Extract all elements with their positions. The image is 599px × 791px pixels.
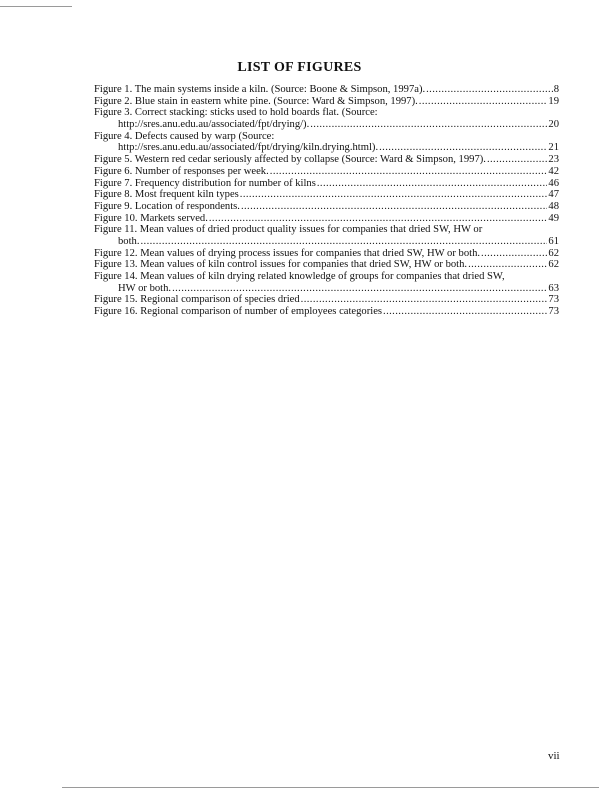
figure-caption: Figure 9. Location of respondents. [94, 200, 240, 212]
figure-caption: both. [118, 235, 140, 247]
figure-entry-line [94, 96, 559, 108]
figure-page-number: 62 [548, 247, 559, 259]
figure-caption: Figure 8. Most frequent kiln types [94, 189, 239, 201]
figure-entry [94, 224, 559, 247]
figure-entry [94, 178, 559, 190]
figure-entry-line [94, 166, 559, 178]
figure-page-number: 8 [553, 84, 559, 95]
dot-leader [317, 178, 548, 190]
figure-entry [94, 131, 559, 154]
figure-page-number: 20 [548, 119, 559, 131]
figure-caption: Figure 4. Defects caused by warp (Source: [94, 130, 275, 142]
figure-entry [94, 306, 559, 318]
figure-entry [94, 166, 559, 178]
page-title: LIST OF FIGURES [237, 60, 362, 76]
figure-entry-continuation-line [94, 236, 559, 248]
figure-entry [94, 294, 559, 306]
figure-page-number: 49 [548, 212, 559, 224]
figure-entry-line [94, 201, 559, 213]
figure-caption: Figure 10. Markets served. [94, 212, 208, 224]
figure-caption: Figure 13. Mean values of kiln control issues for companies that dried SW, HW or both. [94, 259, 468, 271]
figure-page-number: 19 [548, 95, 559, 107]
figure-caption: Figure 16. Regional comparison of number of employees categories [94, 306, 383, 318]
figure-entry [94, 259, 559, 271]
figure-page-number: 47 [548, 189, 559, 201]
figure-entry [94, 107, 559, 130]
page-number: vii [548, 750, 560, 762]
figure-page-number: 21 [548, 142, 559, 154]
scan-edge-line-bottom [62, 787, 599, 788]
dot-leader [241, 201, 547, 213]
dot-leader [419, 96, 548, 108]
figure-caption: Figure 6. Number of responses per week. [94, 165, 269, 177]
figure-entry-line [94, 294, 559, 306]
figure-entry-line [94, 259, 559, 271]
dot-leader [379, 142, 547, 154]
figure-caption: Figure 7. Frequency distribution for number of kilns [94, 177, 316, 189]
figure-entry-line [94, 248, 559, 260]
dot-leader [468, 259, 547, 271]
figure-caption: Figure 11. Mean values of dried product quality issues for companies that dried SW, HW or [94, 224, 483, 236]
figure-caption: http://sres.anu.edu.au/associated/fpt/drying/kiln.drying.html). [118, 142, 379, 154]
figure-entry-line [94, 84, 559, 96]
figure-page-number: 61 [548, 235, 559, 247]
figure-entry-line [94, 224, 559, 236]
dot-leader [209, 213, 548, 225]
figure-entry-continuation-line [94, 142, 559, 154]
figure-caption: Figure 1. The main systems inside a kiln. (Source: Boone & Simpson, 1997a). [94, 84, 426, 95]
dot-leader [301, 294, 548, 306]
figure-caption: Figure 2. Blue stain in eastern white pine. (Source: Ward & Simpson, 1997). [94, 95, 418, 107]
figure-entry [94, 201, 559, 213]
figure-entry [94, 213, 559, 225]
figure-caption: Figure 14. Mean values of kiln drying related knowledge of groups for companies that dried SW, [94, 271, 505, 282]
figure-entry-line [94, 107, 559, 119]
figure-entry-continuation-line [94, 119, 559, 131]
figure-caption: Figure 5. Western red cedar seriously affected by collapse (Source: Ward & Simpson, 1997). [94, 154, 486, 166]
dot-leader [172, 283, 547, 295]
dot-leader [426, 84, 553, 96]
figure-caption: Figure 15. Regional comparison of species dried [94, 294, 300, 306]
figure-page-number: 46 [548, 177, 559, 189]
figure-caption: HW or both. [118, 282, 172, 294]
dot-leader [481, 248, 547, 260]
figure-entry-line [94, 189, 559, 201]
dot-leader [140, 236, 547, 248]
figure-list [94, 84, 559, 318]
figure-entry [94, 154, 559, 166]
figure-entry-line [94, 213, 559, 225]
figure-caption: Figure 3. Correct stacking: sticks used to hold boards flat. (Source: [94, 107, 378, 119]
figure-page-number: 42 [548, 165, 559, 177]
figure-page-number: 62 [548, 259, 559, 271]
figure-entry [94, 248, 559, 260]
figure-caption: http://sres.anu.edu.au/associated/fpt/drying/). [118, 119, 310, 131]
figure-entry [94, 189, 559, 201]
dot-leader [240, 189, 548, 201]
figure-page-number: 73 [548, 294, 559, 306]
figure-page-number: 48 [548, 200, 559, 212]
figure-entry-line [94, 271, 559, 283]
dot-leader [270, 166, 548, 178]
figure-caption: Figure 12. Mean values of drying process issues for companies that dried SW, HW or both. [94, 247, 481, 259]
figure-entry [94, 96, 559, 108]
figure-entry-line [94, 154, 559, 166]
dot-leader [310, 119, 547, 131]
figure-entry-continuation-line [94, 283, 559, 295]
figure-entry-line [94, 306, 559, 318]
scan-edge-line-top [0, 6, 72, 7]
dot-leader [487, 154, 547, 166]
figure-page-number: 23 [548, 154, 559, 166]
figure-entry-line [94, 178, 559, 190]
figure-entry [94, 84, 559, 96]
figure-page-number: 73 [548, 306, 559, 318]
dot-leader [383, 306, 547, 318]
figure-entry [94, 271, 559, 294]
figure-entry-line [94, 131, 559, 143]
figure-page-number: 63 [548, 282, 559, 294]
